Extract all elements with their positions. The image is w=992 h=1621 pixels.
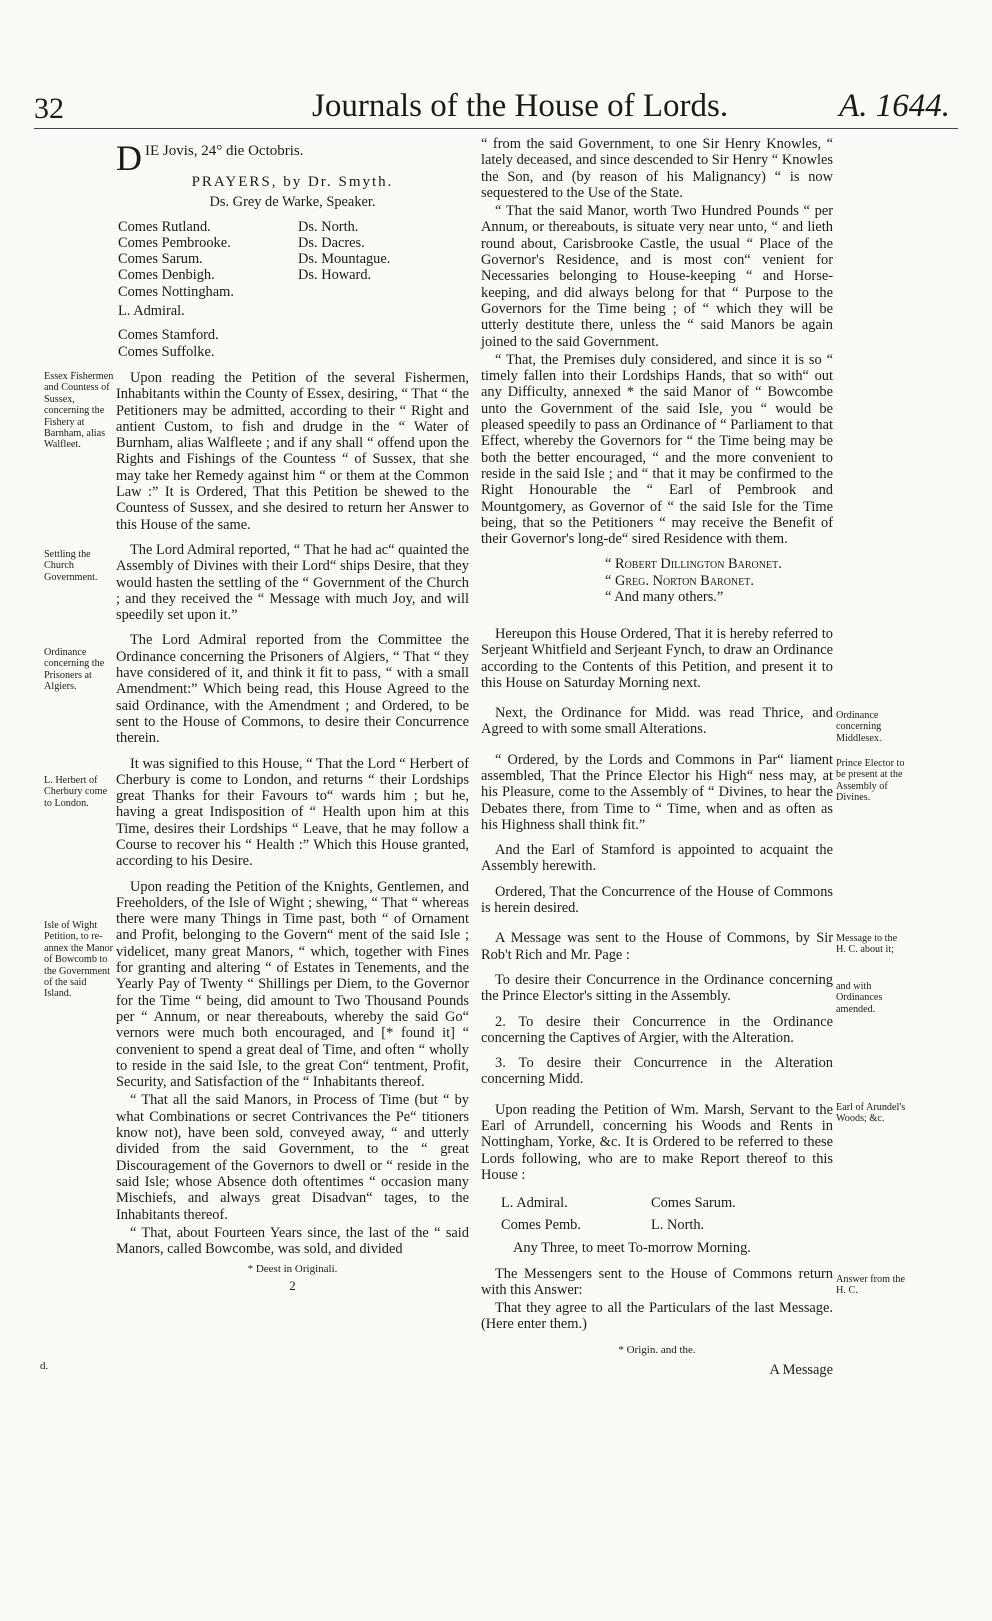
margin-note-arundel-woods: Earl of Arundel's Woods; &c. (836, 1102, 906, 1125)
margin-note-message-hc: Message to the H. C. about it; (836, 933, 898, 956)
left-column (116, 136, 469, 1294)
paragraph-any-three: Any Three, to meet To-morrow Morning. (513, 1240, 751, 1257)
lord-name: Comes Sarum. (118, 251, 203, 268)
margin-note-herbert: L. Herbert of Cherbury come to London. (44, 775, 108, 809)
paragraph-algiers-ordinance: The Lord Admiral reported from the Committee the Ordinance concerning the Prisoners of Algiers, “ That “ they have considered of it, and think it fit to pass, “ with a small Amendment:” Which being read, this House Agreed to the said Ordinance, with the Amendment ; and Ordered, to be sent to the House of Commons, to desire their Concurrence therein. (116, 632, 469, 747)
lord-name: Ds. Dacres. (298, 234, 365, 251)
catchword: A Message (769, 1362, 833, 1379)
margin-note-isle-of-wight: Isle of Wight Petition, to re-annex the Manor of Bowcomb to the Government of the said Island. (44, 920, 114, 1000)
paragraph-prince-elector: “ Ordered, by the Lords and Commons in Par“ liament assembled, That the Prince Elector his High“ ness may, at his Pleasure, come to the Assembly of “ Divines, to hear the Debates there, from Time to “ Time, when and as often as his Highness shall think fit.” (481, 751, 833, 833)
margin-note-ordinances-amended: and with Ordinances amended. (836, 981, 883, 1015)
header-rule (34, 128, 958, 129)
paragraph-messengers: The Messengers sent to the House of Commons return with this Answer: (481, 1265, 833, 1298)
paragraph-stamford: And the Earl of Stamford is appointed to acquaint the Assembly herewith. (481, 842, 833, 875)
referee: Comes Sarum. (651, 1195, 736, 1212)
paragraph-serjeants: Hereupon this House Ordered, That it is hereby referred to Serjeant Whitfield and Serjeant Fynch, to draw an Ordinance according to the Contents of this Petition, and present it to this House on Saturday Morning next. (481, 625, 833, 691)
date-text: IE Jovis, 24° die Octobris. (145, 143, 304, 159)
paragraph-desire-2: 2. To desire their Concurrence in the Ordinance concerning the Captives of Argier, with the Alteration. (481, 1013, 833, 1046)
paragraph-isle-of-wight-petition: Upon reading the Petition of the Knights, Gentlemen, and Freeholders, of the Isle of Wight ; shewing, “ That “ whereas there were many Things in Time past, both “ of Ornament and Profit, belonging to the Govern“ ment of the said Isle ; videlicet, many great Manors, “ which, together with Fines for granting and altering “ of Estates in Tenements, and the Yearly Pay of Twenty “ Shillings per Diem, to the Governor for the Time “ being, did amount to Two Thousand Pounds per “ Annum, or near thereabouts, whereby the said Go“ vernors were much both encouraged, and [* found it] “ convenient to spend a great deal of Time, and often “ wholly to reside in the said Isle, to the great Con“ tentment, Profit, Security, and Satisfaction of the “ Inhabitants thereof. (116, 878, 469, 1091)
margin-note-essex-fishermen: Essex Fishermen and Countess of Sussex, concerning the Fishery at Barnham, alias Walfleet. (44, 371, 114, 451)
paragraph-essex-petition: Upon reading the Petition of the several Fishermen, Inhabitants within the County of Essex, desiring, “ That “ the Petitioners may be admitted, according to their “ Right and antient Custom, to fish and drudge in the “ Water of Burnham, alias Walfleete ; and if any shall “ offend upon the Rights and Fishings of the Countess “ of Sussex, that she may take her Remedy against him “ or them at the Common Law :” It is Ordered, That this Petition be shewed to the Countess of Sussex, and she desired to return her Answer to this House of the same. (116, 369, 469, 533)
lord-name: Ds. Mountague. (298, 251, 391, 268)
speaker-line: Ds. Grey de Warke, Speaker. (209, 194, 376, 211)
footnote-right: * Origin. and the. (618, 1343, 696, 1356)
footnote-left: * Deest in Originali. (247, 1263, 338, 1276)
paragraph-message-sent: A Message was sent to the House of Commons, by Sir Rob't Rich and Mr. Page : (481, 930, 833, 963)
lord-name: Comes Nottingham. (118, 283, 234, 300)
referee: L. Admiral. (501, 1195, 568, 1212)
paragraph-desire-1: To desire their Concurrence in the Ordinance concerning the Prince Elector's sitting in the Assembly. (481, 971, 833, 1005)
lord-name: Comes Suffolke. (118, 343, 215, 360)
right-column (481, 136, 833, 1378)
date-line (116, 138, 469, 178)
signature-dillington: “ Robert Dillington Baronet. (605, 556, 782, 573)
lord-name: Comes Rutland. (118, 218, 211, 235)
margin-note-algiers: Ordinance concerning the Prisoners at Algiers. (44, 647, 105, 693)
referee: Comes Pemb. (501, 1217, 581, 1234)
running-year: A. 1644. (839, 88, 950, 124)
paragraph-desire-3: 3. To desire their Concurrence in the Alteration concerning Midd. (481, 1055, 833, 1088)
paragraph-bowcombe: “ That, about Fourteen Years since, the last of the “ said Manors, called Bowcombe, was sold, and divided (116, 1224, 469, 1258)
paragraph-concurrence: Ordered, That the Concurrence of the House of Commons is herein desired. (481, 883, 833, 917)
running-title: Journals of the House of Lords. (312, 88, 729, 124)
prayers-line: PRAYERS, by Dr. Smyth. (191, 174, 394, 190)
lord-name: Ds. Howard. (298, 267, 372, 284)
margin-note-church-government: Settling the Church Government. (44, 549, 98, 583)
margin-note-prince-elector: Prince Elector to be present at the Assembly of Divines. (836, 758, 905, 804)
referee-list (501, 1192, 833, 1236)
page-number: 32 (34, 92, 64, 125)
margin-note-middlesex: Ordinance concerning Middlesex. (836, 710, 882, 744)
stray-mark: d. (40, 1360, 49, 1372)
signature-mark: 2 (289, 1277, 296, 1293)
lord-name: Comes Denbigh. (118, 267, 215, 284)
paragraph-midd-ordinance: Next, the Ordinance for Midd. was read Thrice, and Agreed to with some small Alterations. (481, 705, 833, 738)
paragraph-manor-worth: “ That the said Manor, worth Two Hundred Pounds “ per Annum, or thereabouts, is situate very near unto, “ and lieth round about, Carisbrooke Castle, the usual “ Place of the Governor's Residence, and is most con“ venient for Necessaries belonging to House-keeping “ and Horse-keeping, and did always belong for that “ Purpose to the Governors for the Time being ; of “ which they will be utterly destitute there, unless the “ said Manors be again joined to the said Government. (481, 203, 833, 350)
lords-present-extra (118, 303, 469, 360)
paragraph-marsh-petition: Upon reading the Petition of Wm. Marsh, Servant to the Earl of Arrundell, concerning his Woods and Rents in Nottingham, Yorke, &c. It is Ordered to be referred to these Lords following, who are to make Report thereof to this House : (481, 1101, 833, 1183)
drop-cap: D (116, 138, 142, 178)
lord-name: L. Admiral. (118, 303, 185, 320)
signature-others: “ And many others.” (605, 589, 724, 606)
paragraph-premises: “ That, the Premises duly considered, and since it is so “ timely fallen into their Lordships Hands, that so with“ out any Difficulty, annexed * the said Manor of “ Bowcombe unto the Government of the said Isle, you “ would be pleased speedily to pass an Ordinance of “ Parliament to that Effect, whereby the Governors for “ the Time being may be both the better encouraged, “ and the more convenient to reside in the said Isle ; and “ that it may be confirmed to the Right Honourable the “ Earl of Pembrook and Mountgomery, as Governor of “ the said Isle for the Time being, that so the Petitioners “ may receive the Benefit of their Governor's long-de“ sired Residence with them. (481, 351, 833, 548)
referee: L. North. (651, 1217, 705, 1234)
signature-norton: “ Greg. Norton Baronet. (605, 572, 754, 589)
lord-name: Ds. North. (298, 218, 359, 235)
paragraph-manors-sold: “ That all the said Manors, in Process of Time (but “ by what Combinations or secret Contrivances the Pe“ titioners know not), have been sold, conveyed away, “ and utterly divided from the said Government, to the “ great Discouragement of the Governors to dwell or “ reside in the said Isle; whose Absence doth oftentimes “ occasion many Mischiefs, and always great Disadvan“ tages, to the Inhabitants thereof. (116, 1092, 469, 1223)
paragraph-agree: That they agree to all the Particulars of the last Message. (Here enter them.) (481, 1300, 833, 1333)
paragraph-knowles: “ from the said Government, to one Sir Henry Knowles, “ lately deceased, and since descended to Sir Henry “ Knowles the Son, and (by reason of his Malignancy) “ is now sequestered to the Use of the State. (481, 136, 833, 201)
lords-present (118, 219, 469, 300)
lord-name: Comes Stamford. (118, 327, 219, 344)
margin-note-answer-hc: Answer from the H. C. (836, 1274, 906, 1297)
paragraph-herbert-leave: It was signified to this House, “ That the Lord “ Herbert of Cherbury is come to London, and returns “ their Lordships great Thanks for their Favours to“ wards him ; but he, having a great Indisposition of “ Health upon him at this Time, desires their Lordships “ Leave, that he may follow a Course to recover his “ Health :” Which this House granted, according to his Desire. (116, 755, 469, 870)
paragraph-church-government: The Lord Admiral reported, “ That he had ac“ quainted the Assembly of Divines with their Lord“ ships Desire, that they would hasten the settling of the “ Government of the Church ; and they received the “ Message with much Joy, and will speedily set upon it.” (116, 541, 469, 624)
lord-name: Comes Pembrooke. (118, 234, 231, 251)
